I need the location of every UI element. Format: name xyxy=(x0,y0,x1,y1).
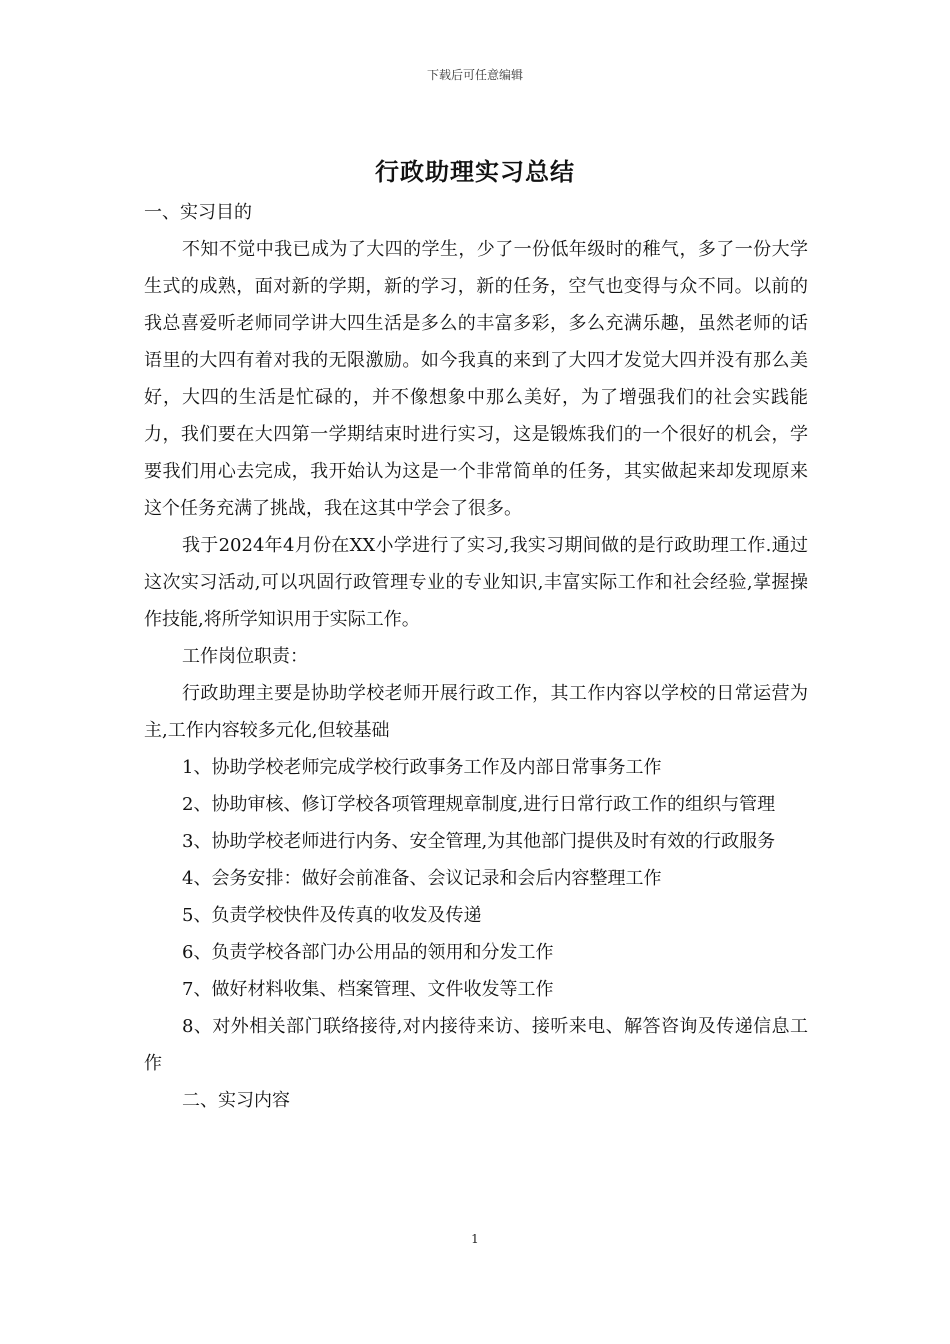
duty-item-1: 1、协助学校老师完成学校行政事务工作及内部日常事务工作 xyxy=(182,757,662,778)
duty-item-8: 8、对外相关部门联络接待,对内接待来访、接听来电、解答咨询及传递信息工作 xyxy=(144,1016,808,1074)
duty-item-2: 2、协助审核、修订学校各项管理规章制度,进行日常行政工作的组织与管理 xyxy=(182,794,776,815)
duty-item-3: 3、协助学校老师进行内务、安全管理,为其他部门提供及时有效的行政服务 xyxy=(182,831,776,852)
page-number: 1 xyxy=(471,1232,479,1246)
duty-item-7: 7、做好材料收集、档案管理、文件收发等工作 xyxy=(182,979,554,1000)
section-heading-purpose: 一、实习目的 xyxy=(144,202,252,223)
document-body xyxy=(144,194,808,1119)
paragraph-duties-overview: 行政助理主要是协助学校老师开展行政工作，其工作内容以学校的日常运营为主,工作内容较多元化,但较基础 xyxy=(144,683,808,741)
subheading-duties: 工作岗位职责： xyxy=(182,646,308,667)
document-title: 行政助理实习总结 xyxy=(375,157,575,186)
paragraph-internship: 我于2024年4月份在XX小学进行了实习,我实习期间做的是行政助理工作.通过这次实习活动,可以巩固行政管理专业的专业知识,丰富实际工作和社会经验,掌握操作技能,将所学知识用于实际工作。 xyxy=(144,535,808,630)
paragraph-intro: 不知不觉中我已成为了大四的学生，少了一份低年级时的稚气，多了一份大学生式的成熟，面对新的学期，新的学习，新的任务，空气也变得与众不同。以前的我总喜爱听老师同学讲大四生活是多么的丰富多彩，多么充满乐趣，虽然老师的话语里的大四有着对我的无限激励。如今我真的来到了大四才发觉大四并没有那么美好，大四的生活是忙碌的，并不像想象中那么美好，为了增强我们的社会实践能力，我们要在大四第一学期结束时进行实习，这是锻炼我们的一个很好的机会，学要我们用心去完成，我开始认为这是一个非常简单的任务，其实做起来却发现原来这个任务充满了挑战，我在这其中学会了很多。 xyxy=(144,239,808,519)
duty-item-6: 6、负责学校各部门办公用品的领用和分发工作 xyxy=(182,942,554,963)
duty-item-5: 5、负责学校快件及传真的收发及传递 xyxy=(182,905,482,926)
section-heading-content: 二、实习内容 xyxy=(182,1090,290,1111)
page-header: 下载后可任意编辑 xyxy=(426,68,523,82)
duty-item-4: 4、会务安排：做好会前准备、会议记录和会后内容整理工作 xyxy=(182,868,662,889)
